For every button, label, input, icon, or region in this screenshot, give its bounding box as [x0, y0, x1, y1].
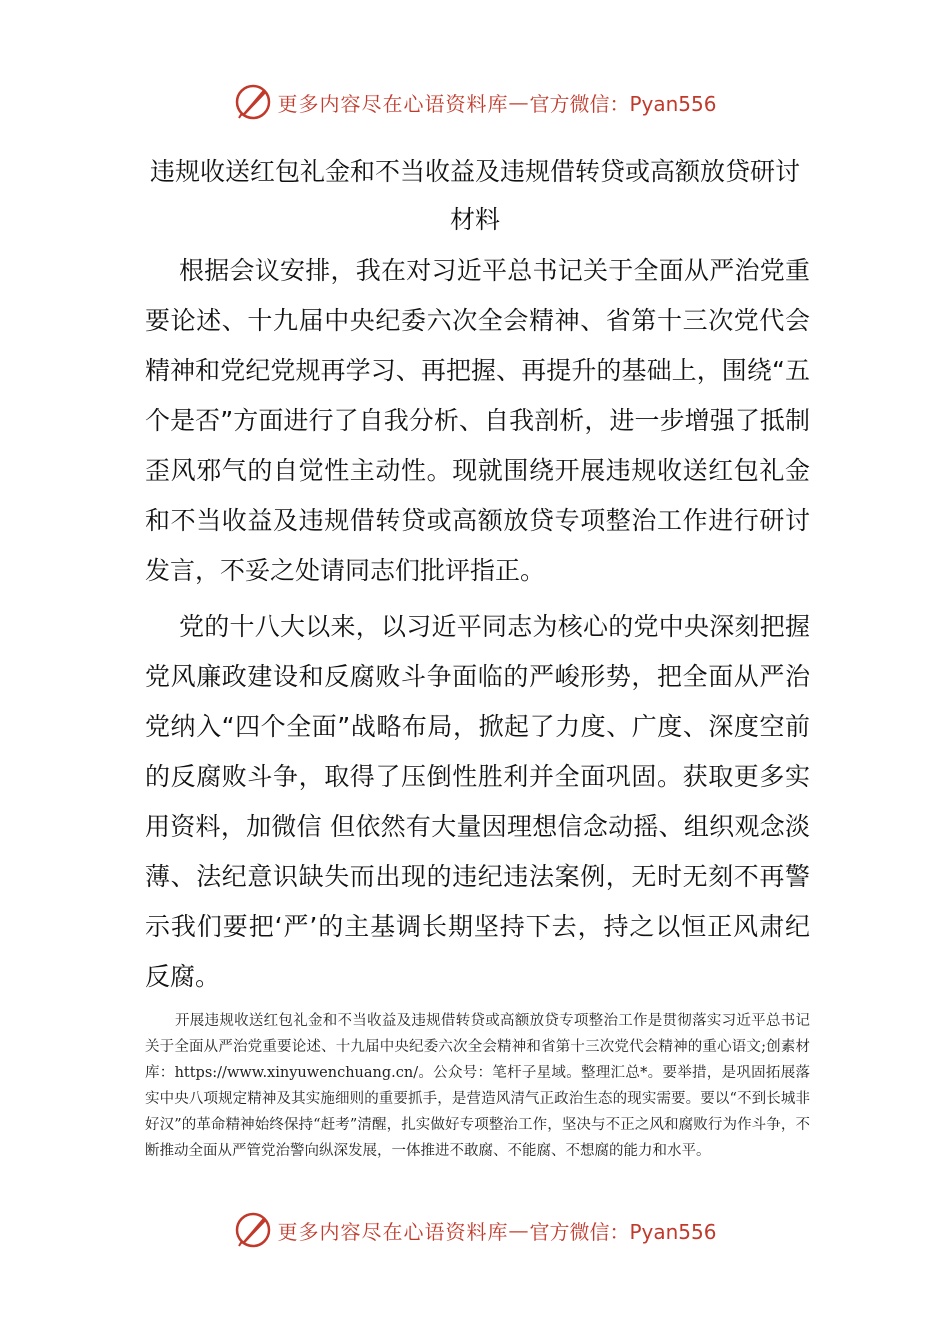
footer-banner-separator: — — [508, 1218, 530, 1242]
quill-logo-icon — [233, 1210, 273, 1250]
footer-banner — [0, 1208, 950, 1252]
footer-banner-text: 更多内容尽在心语资料库 — [277, 1219, 509, 1244]
header-banner-wechat: 官方微信：Pyan556 — [529, 91, 717, 116]
header-banner-separator: — — [508, 90, 530, 114]
small-paragraph: 开展违规收送红包礼金和不当收益及违规借转贷或高额放贷专项整治工作是贯彻落实习近平总书记关于全面从严治党重要论述、十九届中央纪委六次全会精神和省第十三次党代会精神的重心语文;创素材库：https://www.xinyuwenchuang.cn/。公众号：笔杆子星域。整理汇总*。要举措，是巩固拓展落实中央八项规定精神及其实施细则的重要抓手，是营造风清气正政治生态的现实需要。要以“不到长城非好汉”的革命精神始终保持“赶考”清醒，扎实做好专项整治工作，坚决与不正之风和腐败行为作斗争，不断推动全面从严管党治警向纵深发展，一体推进不敢腐、不能腐、不想腐的能力和水平。 — [145, 1013, 810, 1159]
paragraph-2: 党的十八大以来，以习近平同志为核心的党中央深刻把握党风廉政建设和反腐败斗争面临的严峻形势，把全面从严治党纳入“四个全面”战略布局，掀起了力度、广度、深度空前的反腐败斗争，取得了压倒性胜利并全面巩固。获取更多实用资料，加微信 但依然有大量因理想信念动摇、组织观念淡薄、法纪意识缺失而出现的违纪违法案例，无时无刻不再警示我们要把‘严’的主基调长期坚持下去，持之以恒正风肃纪反腐。 — [145, 612, 810, 991]
footer-banner-wechat: 官方微信：Pyan556 — [529, 1219, 717, 1244]
header-banner-text: 更多内容尽在心语资料库 — [277, 91, 509, 116]
document-title: 违规收送红包礼金和不当收益及违规借转贷或高额放贷研讨材料 — [149, 157, 800, 234]
header-banner — [0, 80, 950, 124]
quill-logo-icon — [233, 82, 273, 122]
paragraph-1: 根据会议安排，我在对习近平总书记关于全面从严治党重要论述、十九届中央纪委六次全会精神、省第十三次党代会精神和党纪党规再学习、再把握、再提升的基础上，围绕“五个是否”方面进行了自我分析、自我剖析，进一步增强了抵制歪风邪气的自觉性主动性。现就围绕开展违规收送红包礼金和不当收益及违规借转贷或高额放贷专项整治工作进行研讨发言，不妥之处请同志们批评指正。 — [145, 256, 810, 585]
